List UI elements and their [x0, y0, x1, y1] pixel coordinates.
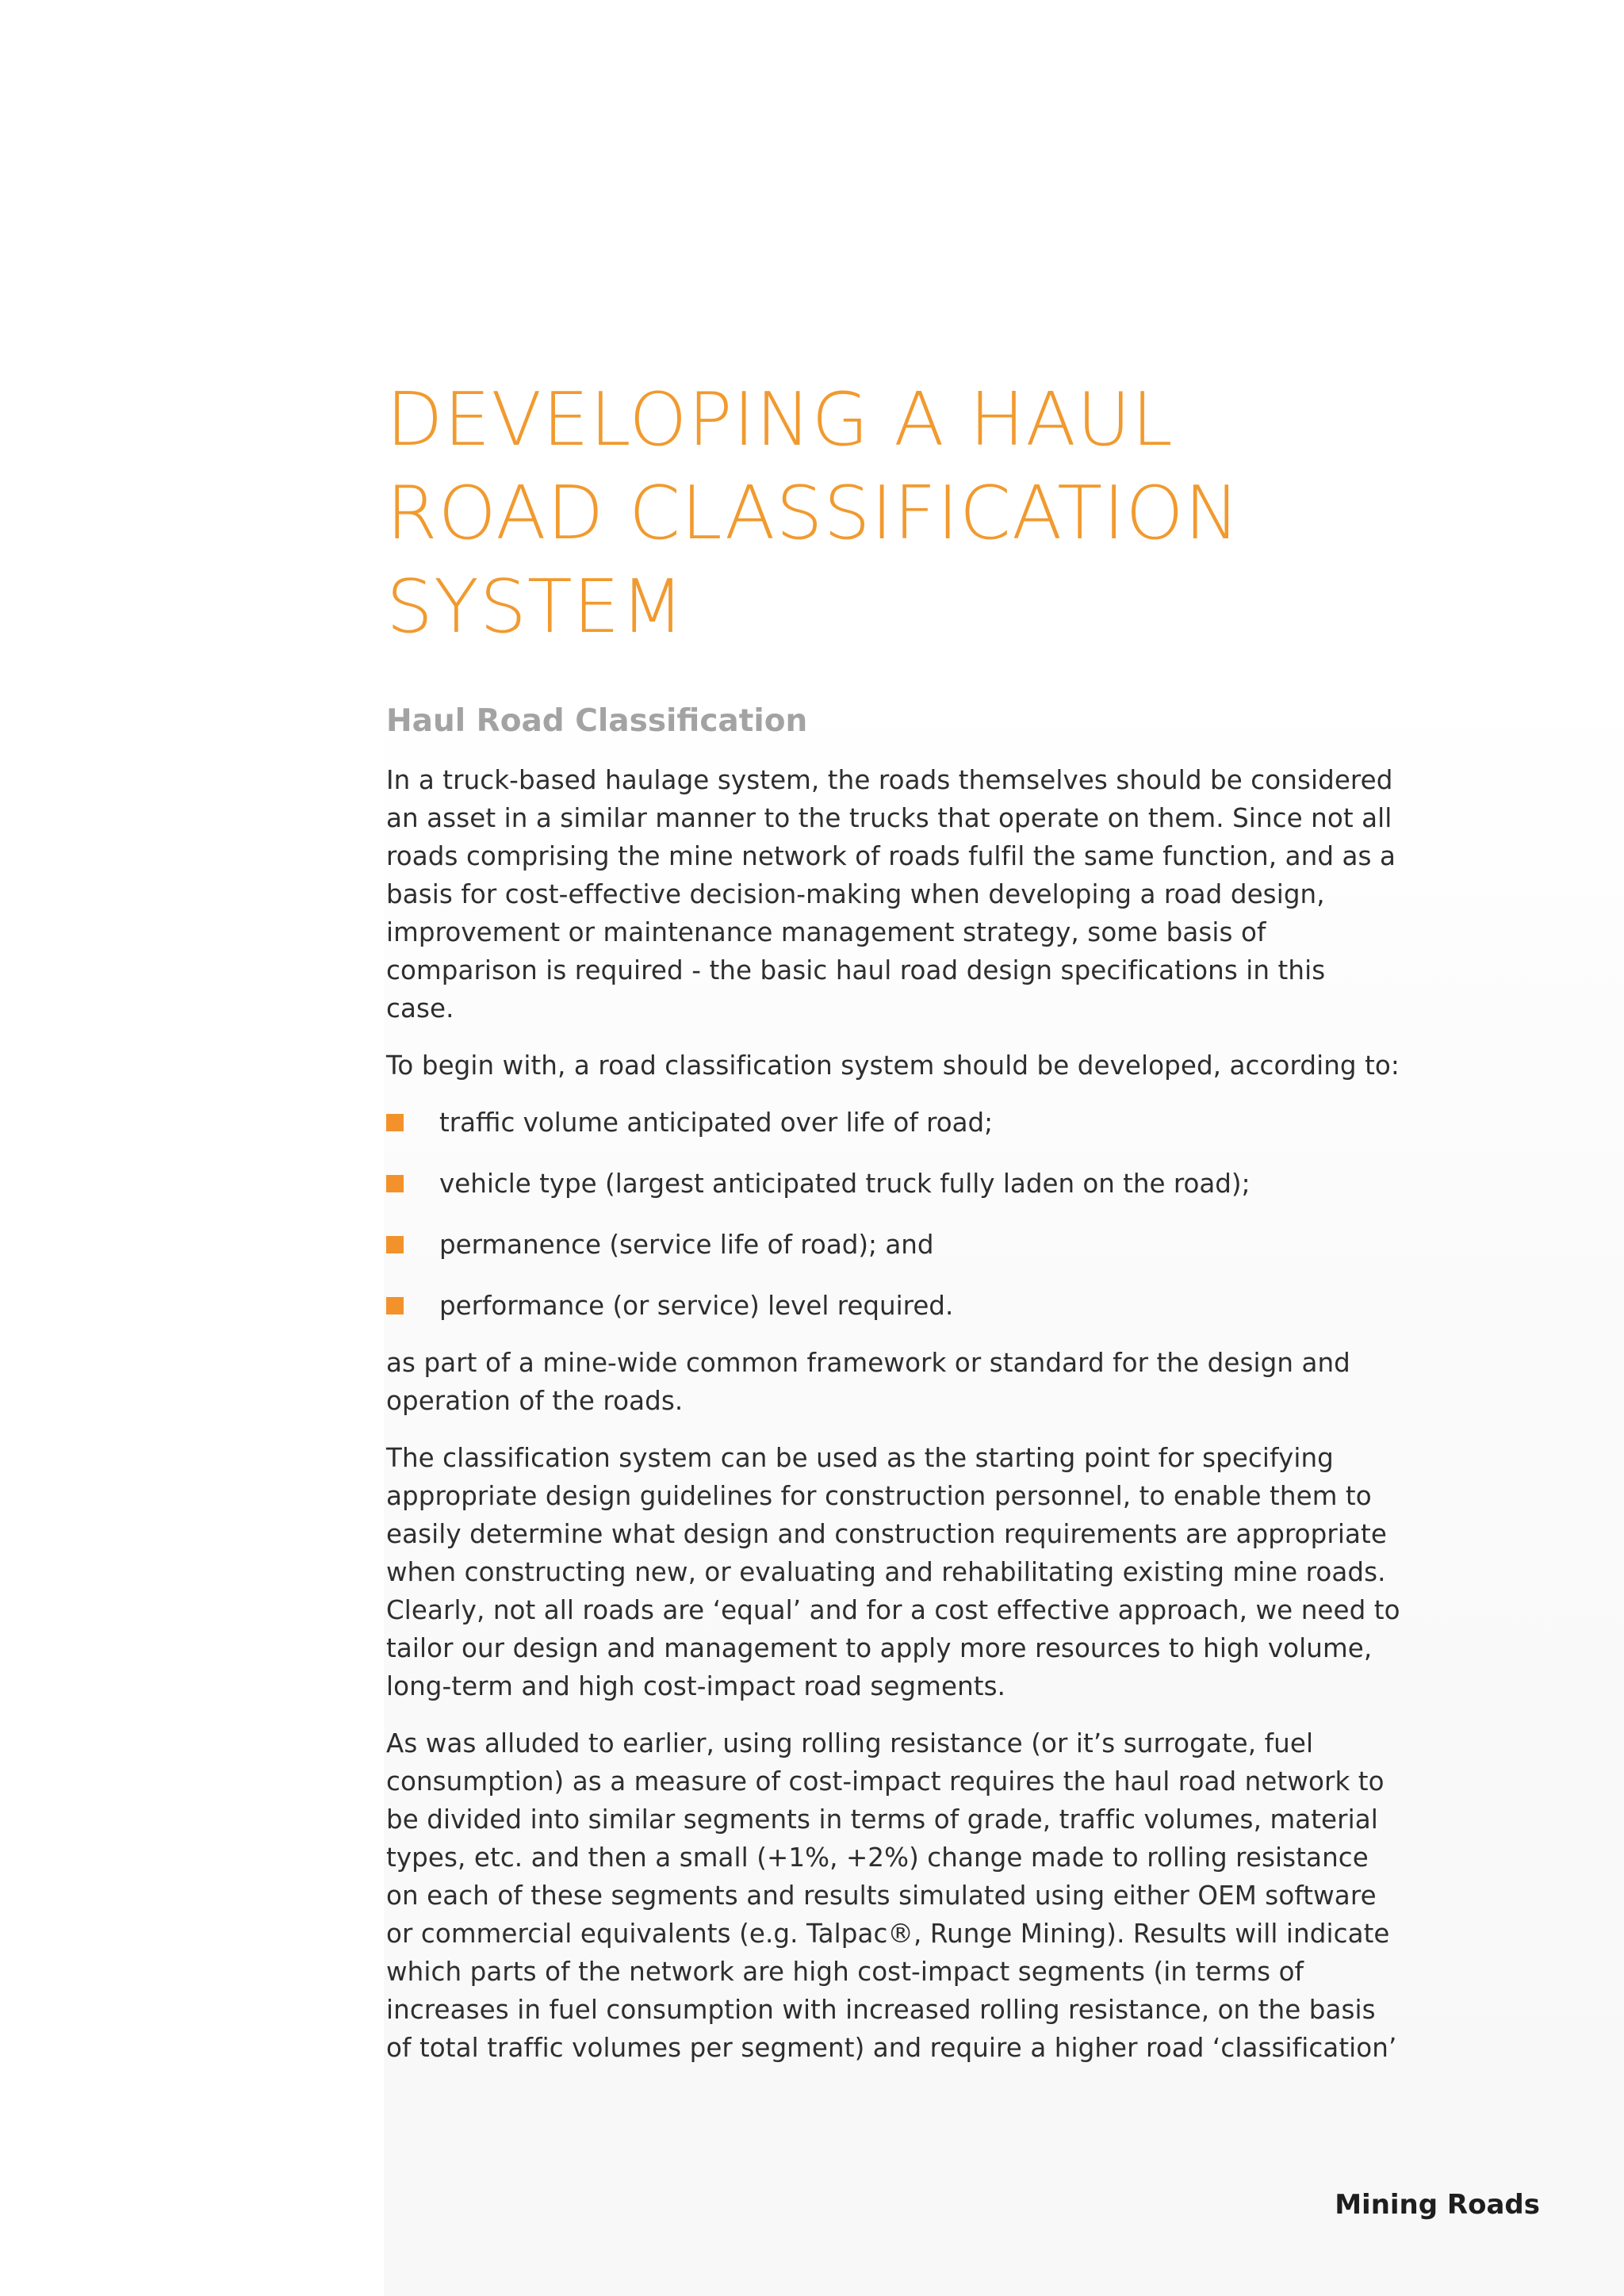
- paragraph-criteria-intro: To begin with, a road classification system should be developed, according to:: [386, 1050, 1400, 1081]
- bullet-square-icon: [386, 1175, 404, 1192]
- paragraph-intro: In a truck-based haulage system, the roads themselves should be considered an asset in a similar manner to the trucks that operate on them. Since not all roads comprising the mine network of roads fulfil the same function, and as a basis for cost-effective decision-making when developing a road design, improvement or maintenance management strategy, some basis of comparison is required - the basic haul road design specifications in this case.: [386, 765, 1396, 1024]
- document-content: [386, 373, 1417, 2067]
- section-heading: Haul Road Classification: [386, 703, 808, 739]
- list-item: [386, 1226, 1417, 1264]
- list-item-text: permanence (service life of road); and: [439, 1230, 934, 1260]
- list-item: [386, 1165, 1417, 1203]
- bullet-square-icon: [386, 1236, 404, 1253]
- list-item-text: vehicle type (largest anticipated truck fully laden on the road);: [439, 1169, 1251, 1199]
- list-item: [386, 1287, 1417, 1325]
- bullet-square-icon: [386, 1114, 404, 1131]
- list-item: [386, 1104, 1417, 1142]
- paragraph-framework: as part of a mine-wide common framework or standard for the design and operation of the roads.: [386, 1348, 1350, 1416]
- paragraph-rolling-resistance: As was alluded to earlier, using rolling resistance (or it’s surrogate, fuel consumption) as a measure of cost-impact requires the haul road network to be divided into similar segments in terms of grade, traffic volumes, material types, etc. and then a small (+1%, +2%) change made to rolling resistance on each of these segments and results simulated using either OEM software or commercial equivalents (e.g. Talpac®, Runge Mining). Results will indicate which parts of the network are high cost-impact segments (in terms of increases in fuel consumption with increased rolling resistance, on the basis of total traffic volumes per segment) and require a higher road ‘classification’: [386, 1728, 1397, 2063]
- list-item-text: performance (or service) level required.: [439, 1291, 954, 1321]
- bullet-square-icon: [386, 1297, 404, 1314]
- footer-publication-title: Mining Roads: [1335, 2189, 1540, 2221]
- criteria-list: [386, 1104, 1417, 1325]
- paragraph-classification-use: The classification system can be used as the starting point for specifying appropriate design guidelines for construction personnel, to enable them to easily determine what design and construction requirements are appropriate when constructing new, or evaluating and rehabilitating existing mine roads. Clearly, not all roads are ‘equal’ and for a cost effective approach, we need to tailor our design and management to apply more resources to high volume, long-term and high cost-impact road segments.: [386, 1443, 1400, 1701]
- page-title: DEVELOPING A HAUL ROAD CLASSIFICATION SYSTEM: [386, 377, 1241, 649]
- list-item-text: traffic volume anticipated over life of road;: [439, 1108, 994, 1138]
